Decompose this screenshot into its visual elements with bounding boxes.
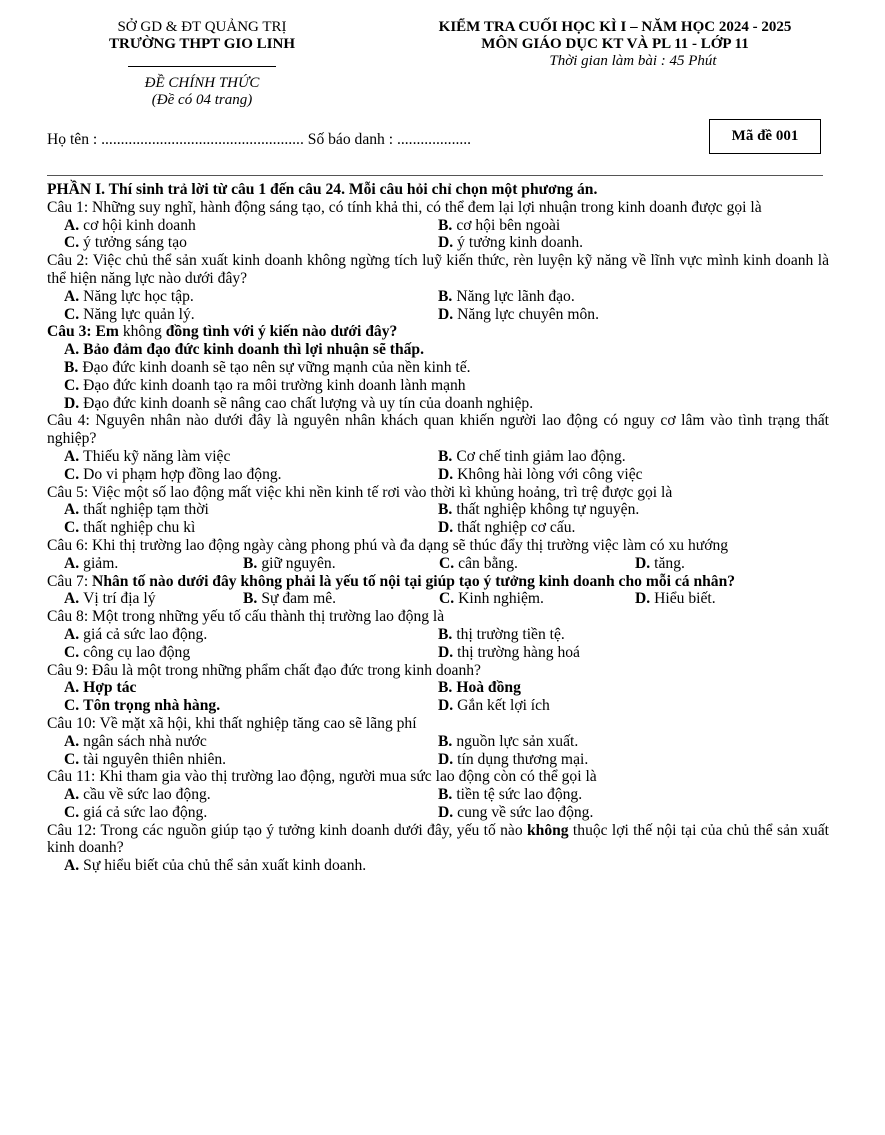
option-text: Do vi phạm hợp đồng lao động. (83, 465, 282, 483)
option-text: thất nghiệp chu kì (83, 519, 196, 537)
question-label: Câu 9: (47, 661, 89, 679)
question-6 (47, 537, 829, 555)
option-letter: C. (64, 803, 80, 821)
id-field: Số báo danh : ................... (307, 131, 472, 148)
question-text: Những suy nghĩ, hành động sáng tạo, có tính khả thi, có thể đem lại lợi nhuận trong kinh doanh được gọi là (88, 198, 762, 216)
option-letter: A. (64, 554, 80, 572)
option-letter: B. (438, 501, 453, 519)
option-letter: D. (438, 465, 454, 483)
option-text: Gắn kết lợi ích (457, 697, 550, 715)
option-letter: C. (439, 590, 455, 608)
question-10 (47, 715, 829, 733)
option-text: Hiểu biết. (654, 590, 716, 608)
pages-note: (Đề có 04 trang) (151, 92, 253, 108)
question-2-options (47, 288, 829, 324)
question-label: Câu 2: (47, 252, 89, 270)
option-letter: C. (439, 554, 455, 572)
option-text: thất nghiệp cơ cấu. (457, 519, 576, 537)
option-letter: B. (438, 287, 453, 305)
option-letter: C. (64, 750, 80, 768)
option-c (64, 466, 438, 484)
question-text-bold: Em (91, 323, 119, 341)
question-4-options (47, 448, 829, 484)
question-5 (47, 484, 829, 502)
question-label: Câu 11: (47, 768, 96, 786)
option-text: cung về sức lao động. (457, 803, 594, 821)
option-text: Thiếu kỹ năng làm việc (83, 447, 231, 465)
option-text: tăng. (654, 554, 685, 572)
option-text: Năng lực quản lý. (83, 305, 195, 323)
option-d (64, 395, 829, 413)
option-letter: C. (64, 305, 80, 323)
option-a (64, 217, 438, 235)
option-b (243, 590, 439, 608)
question-3 (47, 323, 829, 341)
question-label: Câu 3: (47, 323, 92, 341)
option-text: Năng lực lãnh đạo. (456, 287, 575, 305)
question-11-options (47, 786, 829, 822)
option-a (64, 679, 438, 697)
option-a (64, 626, 438, 644)
option-c (64, 804, 438, 822)
option-letter: A. (64, 679, 80, 697)
question-text: Việc một số lao động mất việc khi nền kinh tế rơi vào thời kì khủng hoảng, trì trệ được gọi là (88, 483, 673, 501)
exam-code: Mã đề 001 (731, 127, 799, 144)
option-letter: A. (64, 216, 80, 234)
option-text: Đạo đức kinh doanh sẽ tạo nên sự vững mạnh của nền kinh tế. (82, 358, 471, 376)
question-text-bold: Nhân tố nào dưới đây không phải là yếu tố nội tại giúp tạo ý tưởng kinh doanh cho mỗi cá nhân? (88, 572, 736, 590)
option-a (64, 341, 829, 359)
option-text: thất nghiệp không tự nguyện. (456, 501, 640, 519)
option-text: Tôn trọng nhà hàng. (83, 697, 221, 715)
option-c (64, 234, 438, 252)
option-letter: D. (438, 643, 454, 661)
exam-time: Thời gian làm bài : 45 Phút (549, 53, 717, 69)
question-3-options (47, 341, 829, 412)
option-b (438, 626, 846, 644)
option-letter: B. (438, 447, 453, 465)
option-text: giảm. (83, 554, 119, 572)
question-text: Đâu là một trong những phẩm chất đạo đức trong kinh doanh? (88, 661, 481, 679)
question-label: Câu 10: (47, 714, 96, 732)
option-letter: D. (438, 519, 454, 537)
option-letter: C. (64, 465, 80, 483)
question-text: không (118, 323, 166, 341)
question-10-options (47, 733, 829, 769)
question-12 (47, 822, 829, 858)
option-text: Đạo đức kinh doanh tạo ra môi trường kinh doanh lành mạnh (83, 376, 466, 394)
option-text: cầu về sức lao động. (83, 786, 211, 804)
option-b (438, 679, 846, 697)
option-text: Không hài lòng với công việc (457, 465, 643, 483)
question-8-options (47, 626, 829, 662)
option-letter: D. (438, 234, 454, 252)
option-text: Sự đam mê. (261, 590, 337, 608)
header-divider (128, 66, 276, 67)
option-text: tiền tệ sức lao động. (456, 786, 583, 804)
exam-code-box (709, 119, 821, 154)
option-a (64, 288, 438, 306)
option-text: Hoà đồng (456, 679, 521, 697)
department-name: SỞ GD & ĐT QUẢNG TRỊ (117, 19, 287, 35)
option-letter: B. (438, 216, 453, 234)
question-11 (47, 768, 829, 786)
question-2 (47, 252, 829, 288)
option-text: nguồn lực sản xuất. (456, 732, 579, 750)
question-label: Câu 8: (47, 608, 89, 626)
option-c (439, 590, 635, 608)
option-letter: D. (438, 803, 454, 821)
question-label: Câu 4: (47, 412, 90, 430)
option-text: giá cả sức lao động. (83, 803, 208, 821)
question-label: Câu 6: (47, 536, 89, 554)
option-letter: B. (438, 625, 453, 643)
school-header (92, 19, 312, 109)
option-text: Kinh nghiệm. (458, 590, 544, 608)
question-label: Câu 12: (47, 821, 97, 839)
name-field: Họ tên : .................................................... (47, 131, 308, 148)
question-5-options (47, 501, 829, 537)
option-letter: C. (64, 376, 80, 394)
option-b (64, 359, 829, 377)
option-d (438, 751, 846, 769)
question-7-options (47, 590, 829, 608)
option-b (438, 786, 846, 804)
option-text: Năng lực học tập. (83, 287, 194, 305)
option-letter: A. (64, 501, 80, 519)
option-letter: D. (438, 697, 454, 715)
option-letter: D. (64, 394, 80, 412)
option-text: ý tưởng sáng tạo (83, 234, 187, 252)
question-text: Nguyên nhân nào dưới đây là nguyên nhân khách quan khiến người lao động có nguy cơ lâm vào tình trạng thất nghiệp? (47, 412, 829, 448)
option-text: ngân sách nhà nước (83, 732, 207, 750)
option-d (438, 234, 846, 252)
option-letter: B. (64, 358, 79, 376)
question-text: Một trong những yếu tố cấu thành thị trường lao động là (88, 608, 445, 626)
option-text: cơ hội bên ngoài (456, 216, 561, 234)
option-letter: C. (64, 234, 80, 252)
option-letter: D. (635, 554, 651, 572)
option-text: Năng lực chuyên môn. (457, 305, 600, 323)
option-c (64, 377, 829, 395)
option-c (64, 644, 438, 662)
question-text: Trong các nguồn giúp tạo ý tưởng kinh doanh dưới đây, yếu tố nào (96, 821, 527, 839)
option-d (438, 466, 846, 484)
option-letter: D. (438, 305, 454, 323)
question-text: Khi tham gia vào thị trường lao động, người mua sức lao động còn có thể gọi là (95, 768, 597, 786)
option-c (439, 555, 635, 573)
option-a (64, 786, 438, 804)
question-9 (47, 662, 829, 680)
question-1-options (47, 217, 829, 253)
option-text: cơ hội kinh doanh (83, 216, 196, 234)
option-a (64, 733, 438, 751)
option-text: thị trường hàng hoá (457, 643, 580, 661)
option-text: giá cả sức lao động. (83, 625, 208, 643)
option-text: tài nguyên thiên nhiên. (83, 750, 227, 768)
question-9-options (47, 679, 829, 715)
option-text: Cơ chế tinh giảm lao động. (456, 447, 626, 465)
option-d (438, 644, 846, 662)
option-text: tín dụng thương mại. (457, 750, 589, 768)
option-letter: C. (64, 519, 80, 537)
option-d (438, 519, 846, 537)
option-text: ý tưởng kinh doanh. (457, 234, 584, 252)
option-d (438, 804, 846, 822)
question-text: Việc chủ thể sản xuất kinh doanh không ngừng tích luỹ kiến thức, rèn luyện kỹ năng về lĩnh vực mình kinh doanh là thể hiện năng lực nào dưới đây? (47, 252, 829, 287)
option-a (64, 857, 829, 875)
section-title: PHẦN I. Thí sinh trả lời từ câu 1 đến câu 24. Mỗi câu hỏi chỉ chọn một phương án. (47, 181, 598, 198)
question-label: Câu 1: (47, 198, 89, 216)
option-letter: A. (64, 287, 80, 305)
option-letter: B. (243, 554, 258, 572)
option-letter: A. (64, 625, 80, 643)
student-info (47, 131, 471, 149)
option-d (438, 697, 846, 715)
question-text-bold: không (526, 821, 569, 839)
question-text: Khi thị trường lao động ngày càng phong phú và đa dạng sẽ thúc đẩy thị trường việc làm có xu hướng (88, 536, 729, 554)
option-text: công cụ lao động (83, 643, 191, 661)
option-c (64, 697, 438, 715)
exam-header (380, 19, 850, 70)
option-b (438, 448, 846, 466)
option-text: Vị trí địa lý (83, 590, 156, 608)
option-d (438, 306, 846, 324)
option-text: giữ nguyên. (261, 554, 336, 572)
option-text: cân bằng. (458, 554, 518, 572)
option-letter: B. (438, 732, 453, 750)
option-c (64, 306, 438, 324)
option-a (64, 448, 438, 466)
question-4 (47, 412, 829, 448)
question-6-options (47, 555, 829, 573)
option-letter: B. (438, 679, 453, 697)
school-name: TRƯỜNG THPT GIO LINH (108, 36, 295, 52)
question-text: thuộc lợi thế nội tại của chủ thể sản xuất kinh doanh? (47, 821, 829, 857)
option-a (64, 501, 438, 519)
option-letter: B. (438, 786, 453, 804)
option-d (635, 555, 831, 573)
option-text: Sự hiểu biết của chủ thể sản xuất kinh doanh. (83, 857, 367, 875)
option-c (64, 519, 438, 537)
question-1 (47, 199, 829, 217)
option-text: thị trường tiền tệ. (456, 625, 565, 643)
option-letter: A. (64, 857, 80, 875)
question-12-options (47, 857, 829, 875)
option-c (64, 751, 438, 769)
official-label: ĐỀ CHÍNH THỨC (144, 75, 260, 91)
option-letter: A. (64, 341, 80, 359)
header-separator (47, 175, 823, 176)
question-text: Về mặt xã hội, khi thất nghiệp tăng cao sẽ lãng phí (95, 714, 417, 732)
option-b (438, 288, 846, 306)
option-a (64, 590, 243, 608)
option-letter: D. (438, 750, 454, 768)
exam-title: KIỂM TRA CUỐI HỌC KÌ I – NĂM HỌC 2024 - 2025 (438, 19, 792, 35)
option-text: Bảo đảm đạo đức kinh doanh thì lợi nhuận sẽ thấp. (83, 341, 424, 359)
option-text: thất nghiệp tạm thời (83, 501, 209, 519)
option-letter: A. (64, 732, 80, 750)
option-letter: A. (64, 786, 80, 804)
option-text: Đạo đức kinh doanh sẽ nâng cao chất lượng và uy tín của doanh nghiệp. (83, 394, 534, 412)
question-8 (47, 608, 829, 626)
option-b (438, 733, 846, 751)
question-text-bold: đồng tình với ý kiến nào dưới đây? (165, 323, 398, 341)
exam-subject: MÔN GIÁO DỤC KT VÀ PL 11 - LỚP 11 (481, 36, 749, 52)
option-letter: C. (64, 643, 80, 661)
exam-content (47, 181, 829, 875)
option-b (243, 555, 439, 573)
question-label: Câu 7: (47, 572, 89, 590)
option-letter: A. (64, 590, 80, 608)
option-letter: C. (64, 697, 80, 715)
option-a (64, 555, 243, 573)
option-d (635, 590, 831, 608)
option-b (438, 501, 846, 519)
option-letter: D. (635, 590, 651, 608)
option-b (438, 217, 846, 235)
question-7 (47, 573, 829, 591)
option-letter: B. (243, 590, 258, 608)
question-label: Câu 5: (47, 483, 89, 501)
option-text: Hợp tác (83, 679, 137, 697)
option-letter: A. (64, 447, 80, 465)
